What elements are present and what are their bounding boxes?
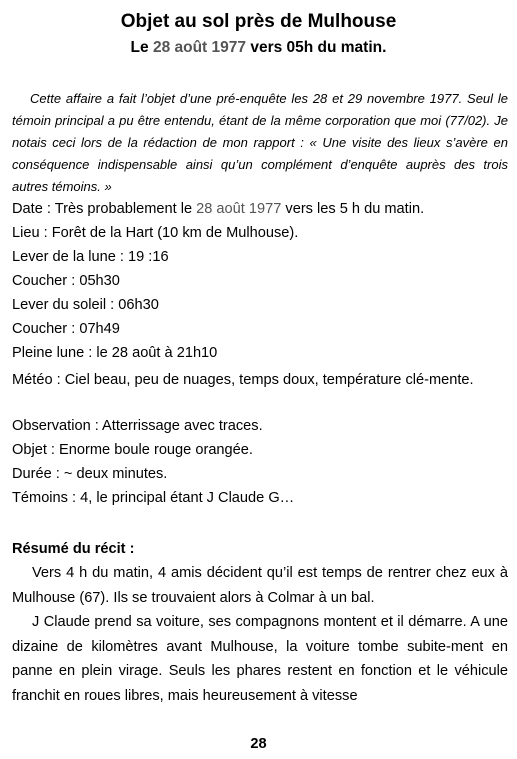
fact-lieu: Lieu : Forêt de la Hart (10 km de Mulhouse). bbox=[12, 225, 299, 241]
fact-objet: Objet : Enorme boule rouge orangée. bbox=[12, 442, 253, 458]
fact-date bbox=[12, 199, 508, 219]
resume-paragraph-2: J Claude prend sa voiture, ses compagnons montent et il démarre. A une dizaine de kilomètres avant Mulhouse, la voiture tombe subite-ment en panne en plein virage. Seuls les phares restent en fonction et le véhicule franchit en roues libres, mais heureusement à vitesse bbox=[12, 614, 508, 704]
page-subtitle bbox=[0, 37, 517, 59]
fact-temoins: Témoins : 4, le principal étant J Claude G… bbox=[12, 490, 295, 506]
fact-date-suffix: vers les 5 h du matin. bbox=[281, 201, 425, 217]
fact-date-value: 28 août 1977 bbox=[196, 201, 282, 217]
fact-date-prefix: Date : Très probablement le bbox=[12, 201, 197, 217]
subtitle-date: 28 août 1977 bbox=[152, 39, 247, 56]
fact-pleine-lune: Pleine lune : le 28 août à 21h10 bbox=[12, 345, 218, 361]
resume-heading: Résumé du récit : bbox=[12, 541, 135, 557]
page-title: Objet au sol près de Mulhouse bbox=[120, 11, 397, 32]
fact-meteo: Météo : Ciel beau, peu de nuages, temps doux, température clé-mente. bbox=[12, 372, 474, 388]
subtitle-suffix: vers 05h du matin. bbox=[246, 39, 387, 56]
fact-lever-soleil: Lever du soleil : 06h30 bbox=[12, 297, 159, 313]
page-number: 28 bbox=[250, 736, 267, 752]
fact-duree: Durée : ~ deux minutes. bbox=[12, 466, 168, 482]
fact-coucher-soleil: Coucher : 07h49 bbox=[12, 321, 120, 337]
resume-paragraph-1: Vers 4 h du matin, 4 amis décident qu’il est temps de rentrer chez eux à Mulhouse (67). Ils se trouvaient alors à Colmar à un bal. bbox=[12, 565, 508, 606]
intro-paragraph: Cette affaire a fait l’objet d’une pré-enquête les 28 et 29 novembre 1977. Seul le témoin principal a pu être entendu, étant de la même corporation que moi (77/02). Je notais ceci lors de la rédaction de mon rapport : « Une visite des lieux s’avère en conséquence indispensable ainsi qu’un complément d’enquête auprès des trois autres témoins. » bbox=[12, 91, 508, 194]
subtitle-prefix: Le bbox=[130, 39, 153, 56]
fact-lever-lune: Lever de la lune : 19 :16 bbox=[12, 249, 169, 265]
fact-coucher-lune: Coucher : 05h30 bbox=[12, 273, 120, 289]
fact-observation: Observation : Atterrissage avec traces. bbox=[12, 418, 263, 434]
